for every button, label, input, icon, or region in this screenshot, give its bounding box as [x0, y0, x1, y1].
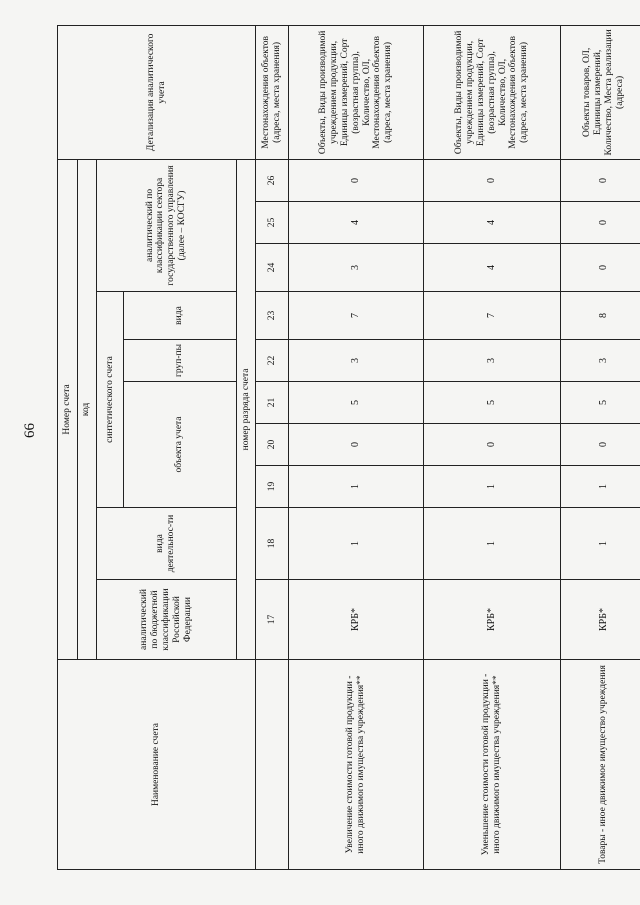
cell-value: 1 — [289, 508, 424, 580]
header-detail: Детализация аналитического учета — [58, 25, 256, 159]
cell-value: 5 — [561, 382, 640, 424]
row-name: Товары - иное движимое имущество учреждения — [561, 660, 640, 870]
cell-value: 0 — [423, 424, 560, 466]
cell-value: 5 — [423, 382, 560, 424]
column-number: 18 — [256, 508, 289, 580]
cell-value: 7 — [423, 292, 560, 340]
column-number: 23 — [256, 292, 289, 340]
cell-value: 0 — [561, 159, 640, 201]
header-code: код — [77, 159, 97, 659]
column-number: 26 — [256, 159, 289, 201]
header-group: груп-пы — [124, 340, 237, 382]
table-row — [561, 25, 640, 869]
column-number: 22 — [256, 340, 289, 382]
header-account-object: объекта учета — [124, 382, 237, 508]
cell-value: 3 — [289, 244, 424, 292]
row-name: Увеличение стоимости готовой продукции - иного движимого имущества учреждения** — [289, 660, 424, 870]
page-number: 66 — [22, 423, 38, 438]
header-analytic-budget: аналитический по бюджетной классификации Российской Федерации — [97, 580, 237, 660]
header-type: вида — [124, 292, 237, 340]
header-activity-type: вида деятельнос-ти — [97, 508, 237, 580]
cell-value: КРБ* — [423, 580, 560, 660]
table-row — [423, 25, 560, 869]
row-detail: Объекты товаров, ОЛ, Единицы измерений, Количество, Места реализации (адреса) — [561, 25, 640, 159]
header-account-name: Наименование счета — [58, 660, 256, 870]
cell-value: 0 — [289, 159, 424, 201]
column-number: 20 — [256, 424, 289, 466]
header-analytic-kosgu: аналитический по классификации сектора государственного управления (далее – КОСГУ) — [97, 159, 237, 291]
cell-value: 4 — [289, 202, 424, 244]
row-detail: Объекты, Виды производимой учреждением продукции, Единицы измерений, Сорт (возрастная группа), Количество, ОЛ, Местонахождения объектов (адреса, места хранения) — [423, 25, 560, 159]
cell-value: КРБ* — [289, 580, 424, 660]
column-number: 17 — [256, 580, 289, 660]
cell-value: 7 — [289, 292, 424, 340]
cell-value: 1 — [289, 466, 424, 508]
cell-value: 1 — [423, 508, 560, 580]
cell-value: 3 — [423, 340, 560, 382]
account-table-rotated — [57, 26, 640, 870]
row-detail: Объекты, Виды производимой учреждением продукции, Единицы измерений, Сорт (возрастная группа), Количество, ОЛ, Местонахождения объектов (адреса, места хранения) — [289, 25, 424, 159]
table-row — [289, 25, 424, 869]
cell-value: 4 — [423, 244, 560, 292]
cell-value: 5 — [289, 382, 424, 424]
cell-value: 0 — [561, 244, 640, 292]
column-number: 25 — [256, 202, 289, 244]
account-table — [57, 25, 640, 870]
cell-value: 1 — [561, 466, 640, 508]
column-number: 19 — [256, 466, 289, 508]
cell-value: 3 — [561, 340, 640, 382]
cell-value: 0 — [561, 424, 640, 466]
cell-value: 1 — [423, 466, 560, 508]
cell-value: КРБ* — [561, 580, 640, 660]
cell-value: 8 — [561, 292, 640, 340]
column-number: 21 — [256, 382, 289, 424]
cell-value: 0 — [561, 202, 640, 244]
header-digit-number: номер разряда счета — [236, 159, 256, 659]
cell-value: 0 — [289, 424, 424, 466]
header-account-number: Номер счета — [58, 159, 78, 659]
cell-value: 4 — [423, 202, 560, 244]
cell-value: 3 — [289, 340, 424, 382]
cell-value: 1 — [561, 508, 640, 580]
cell-value: 0 — [423, 159, 560, 201]
first-row-detail: Местонахождения объектов (адреса, места хранения) — [256, 25, 289, 159]
column-number: 24 — [256, 244, 289, 292]
header-synthetic: синтетического счета — [97, 292, 124, 508]
row-name: Уменьшение стоимости готовой продукции - иного движимого имущества учреждения** — [423, 660, 560, 870]
